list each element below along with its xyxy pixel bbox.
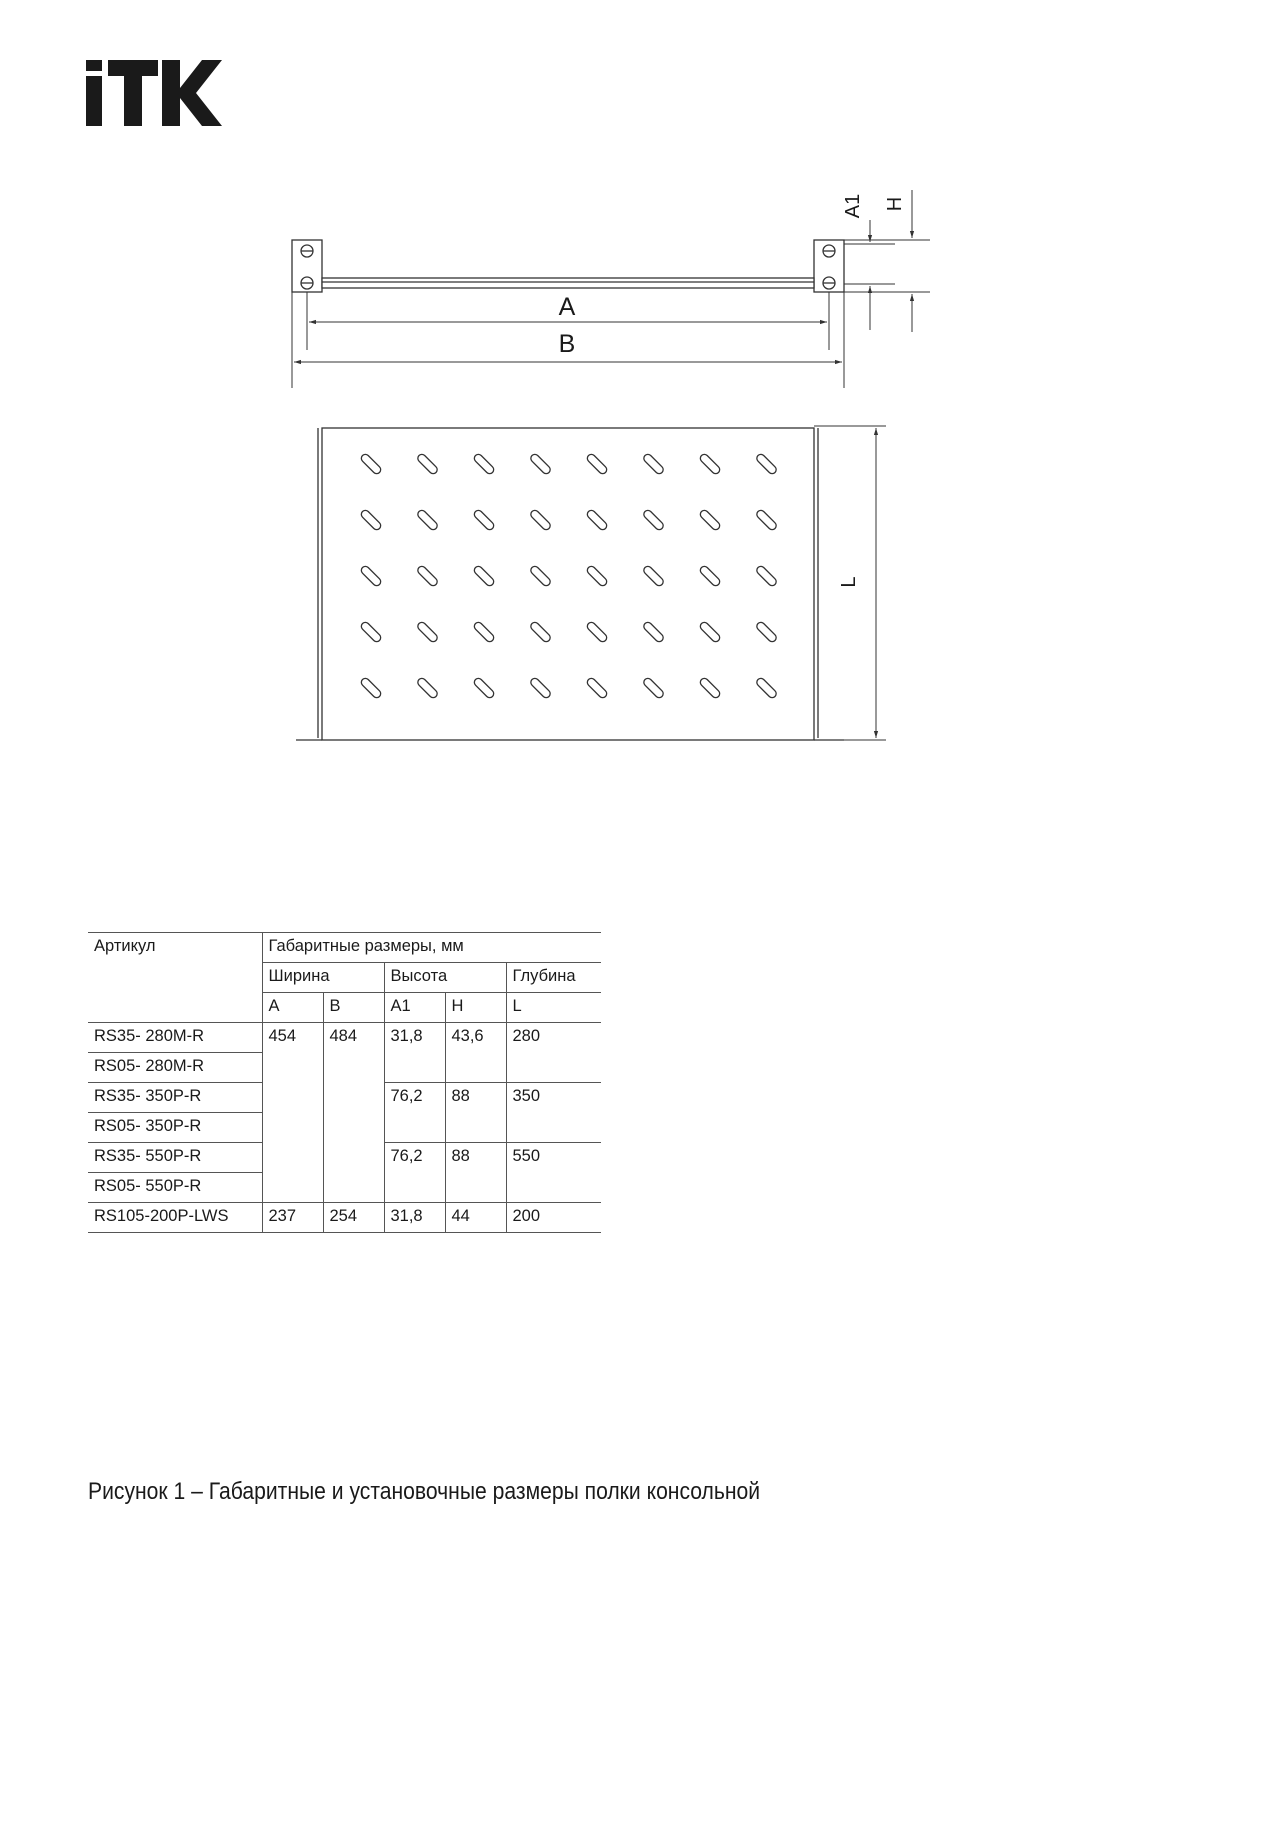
header-col-b: B bbox=[323, 993, 384, 1023]
header-col-a: A bbox=[262, 993, 323, 1023]
cell-l: 280 bbox=[506, 1023, 601, 1083]
cell-h: 88 bbox=[445, 1143, 506, 1203]
cell-a1: 76,2 bbox=[384, 1083, 445, 1143]
cell-a: 237 bbox=[262, 1203, 323, 1233]
header-height: Высота bbox=[384, 963, 506, 993]
header-depth: Глубина bbox=[506, 963, 601, 993]
cell-h: 44 bbox=[445, 1203, 506, 1233]
cell-article: RS35- 350P-R bbox=[88, 1083, 262, 1113]
dim-label-b: B bbox=[558, 330, 576, 358]
header-article: Артикул bbox=[88, 933, 262, 1023]
table-header-row bbox=[88, 933, 601, 963]
cell-article: RS35- 280M-R bbox=[88, 1023, 262, 1053]
table-row bbox=[88, 1023, 601, 1053]
shelf-drawing bbox=[0, 0, 1280, 780]
cell-article: RS05- 350P-R bbox=[88, 1113, 262, 1143]
cell-article: RS05- 550P-R bbox=[88, 1173, 262, 1203]
table-row bbox=[88, 1203, 601, 1233]
cell-article: RS35- 550P-R bbox=[88, 1143, 262, 1173]
dim-label-a1: A1 bbox=[842, 193, 864, 219]
header-dimensions: Габаритные размеры, мм bbox=[262, 933, 601, 963]
cell-h: 43,6 bbox=[445, 1023, 506, 1083]
header-col-a1: A1 bbox=[384, 993, 445, 1023]
figure-caption: Рисунок 1 – Габаритные и установочные размеры полки консольной bbox=[88, 1478, 761, 1505]
cell-b: 484 bbox=[323, 1023, 384, 1203]
cell-h: 88 bbox=[445, 1083, 506, 1143]
header-col-l: L bbox=[506, 993, 601, 1023]
cell-l: 350 bbox=[506, 1083, 601, 1143]
dimensions-table bbox=[88, 932, 601, 1233]
cell-article: RS05- 280M-R bbox=[88, 1053, 262, 1083]
cell-a: 454 bbox=[262, 1023, 323, 1203]
header-width: Ширина bbox=[262, 963, 384, 993]
cell-l: 200 bbox=[506, 1203, 601, 1233]
dim-label-h: H bbox=[884, 196, 906, 212]
dim-label-a: A bbox=[558, 293, 576, 321]
cell-article: RS105-200P-LWS bbox=[88, 1203, 262, 1233]
cell-l: 550 bbox=[506, 1143, 601, 1203]
cell-a1: 31,8 bbox=[384, 1023, 445, 1083]
cell-a1: 76,2 bbox=[384, 1143, 445, 1203]
cell-b: 254 bbox=[323, 1203, 384, 1233]
dim-label-l: L bbox=[838, 576, 860, 588]
header-col-h: H bbox=[445, 993, 506, 1023]
cell-a1: 31,8 bbox=[384, 1203, 445, 1233]
